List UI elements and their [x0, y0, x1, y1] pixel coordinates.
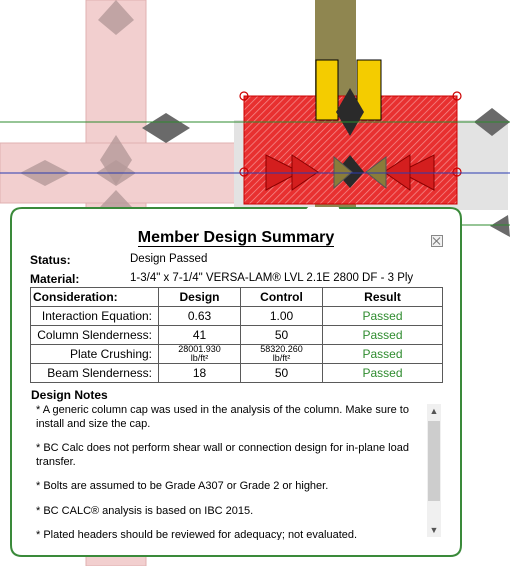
row-design: 18: [159, 364, 241, 383]
row-design: 0.63: [159, 307, 241, 326]
close-icon[interactable]: [431, 235, 443, 247]
design-notes-list[interactable]: [36, 404, 426, 540]
row-consideration: Column Slenderness:: [31, 326, 159, 345]
table-header-row: [31, 288, 443, 307]
material-value: 1-3/4" x 7-1/4" VERSA-LAM® LVL 2.1E 2800 DF - 3 Ply: [130, 272, 414, 284]
table-row: [31, 364, 443, 383]
scroll-up-icon[interactable]: ▲: [429, 406, 439, 416]
row-design: [159, 345, 241, 364]
row-design-value: 28001.930: [178, 344, 221, 354]
design-note: * BC CALC® analysis is based on IBC 2015.: [36, 504, 254, 517]
row-control-value: 58320.260: [260, 344, 303, 354]
row-control: 50: [241, 326, 323, 345]
design-note: * Plated headers should be reviewed for adequacy; not evaluated.: [36, 529, 358, 540]
row-control: [241, 345, 323, 364]
status-value: Design Passed: [130, 253, 208, 265]
design-note: * Bolts are assumed to be Grade A307 or Grade 2 or higher.: [36, 480, 329, 492]
row-result: Passed: [323, 364, 443, 383]
design-note: * A generic column cap was used in the analysis of the column. Make sure to install and size the cap.: [36, 404, 409, 430]
scroll-down-icon[interactable]: ▼: [429, 525, 439, 535]
table-row: [31, 345, 443, 364]
header-consideration: Consideration:: [31, 288, 159, 307]
status-label: Status:: [30, 253, 71, 267]
header-result: Result: [323, 288, 443, 307]
row-consideration: Interaction Equation:: [31, 307, 159, 326]
table-row: [31, 326, 443, 345]
popup-title: Member Design Summary: [137, 229, 335, 246]
table-row: [31, 307, 443, 326]
consideration-table: [30, 287, 443, 383]
row-result: Passed: [323, 307, 443, 326]
row-control: 1.00: [241, 307, 323, 326]
row-consideration: Plate Crushing:: [31, 345, 159, 364]
yellow-plate-left: [316, 60, 338, 120]
grey-diamond-marker: [142, 113, 190, 143]
scrollbar-thumb[interactable]: [428, 421, 440, 501]
header-design: Design: [159, 288, 241, 307]
row-consideration: Beam Slenderness:: [31, 364, 159, 383]
notes-scrollbar[interactable]: [427, 404, 441, 537]
row-design-unit: lb/ft²: [190, 353, 209, 363]
row-result: Passed: [323, 326, 443, 345]
member-design-summary-popup[interactable]: [10, 207, 462, 557]
row-control-unit: lb/ft²: [272, 353, 291, 363]
row-control: 50: [241, 364, 323, 383]
header-control: Control: [241, 288, 323, 307]
grey-diamond-marker: [490, 215, 510, 237]
design-notes-title: Design Notes: [31, 388, 108, 402]
row-design: 41: [159, 326, 241, 345]
design-note: * BC Calc does not perform shear wall or connection design for in-plane load transfer.: [36, 442, 409, 468]
row-result: Passed: [323, 345, 443, 364]
material-label: Material:: [30, 272, 80, 286]
